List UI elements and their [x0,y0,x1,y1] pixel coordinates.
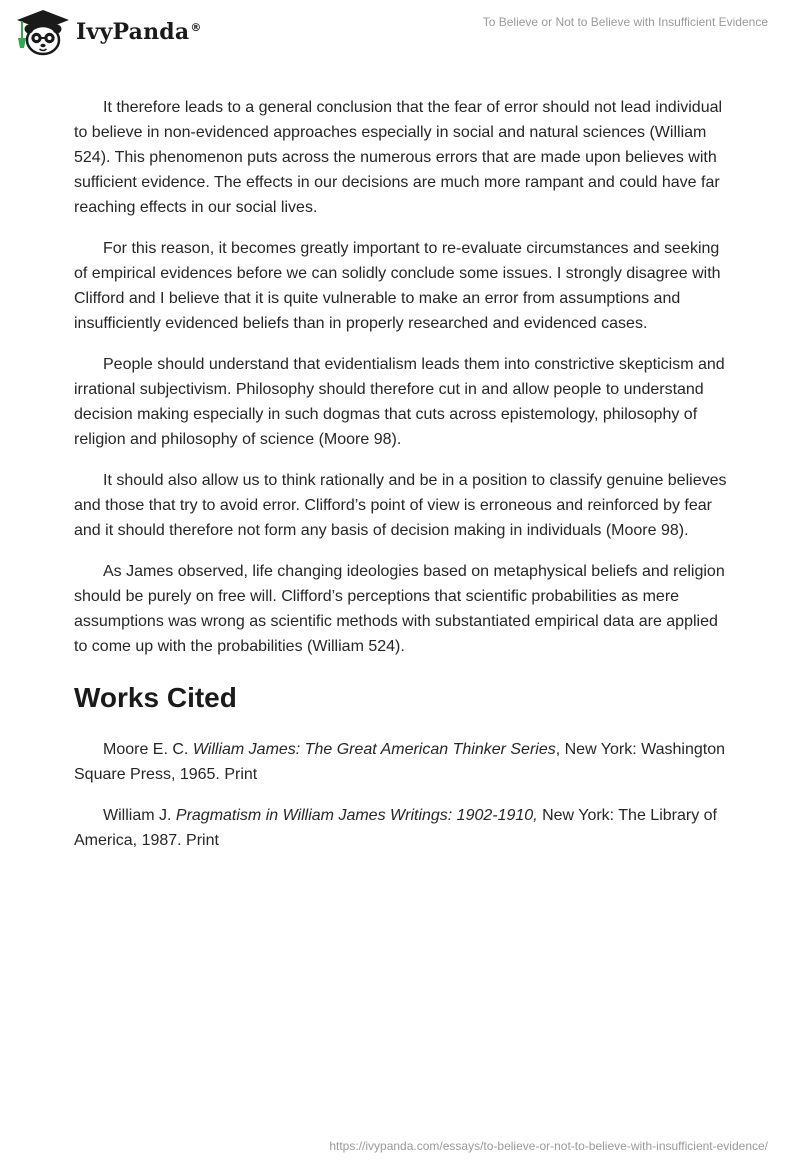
essay-content [74,95,734,869]
citation-entry [74,737,734,787]
citation-author: Moore E. C. [103,741,193,758]
source-url[interactable]: https://ivypanda.com/essays/to-believe-or-not-to-believe-with-insufficient-evidence/ [329,1139,768,1153]
document-title: To Believe or Not to Believe with Insufficient Evidence [482,15,768,29]
citation-title: Pragmatism in William James Writings: 1902-1910, [175,807,538,824]
citation-author: William J. [103,807,176,824]
works-cited-heading: Works Cited [74,682,237,713]
body-paragraph: It therefore leads to a general conclusion that the fear of error should not lead individual to believe in non-evidenced approaches especially in social and natural sciences (William 524). This phenomenon puts across the numerous errors that are made upon believes with sufficient evidence. The effects in our decisions are much more rampant and could have far reaching effects in our social lives. [74,99,723,216]
body-paragraph: As James observed, life changing ideologies based on metaphysical beliefs and religion should be purely on free will. Clifford’s perceptions that scientific probabilities as mere assumptions was wrong as scientific methods with substantiated empirical data are applied to come up with the probabilities (William 524). [74,563,725,655]
body-paragraph: People should understand that evidentialism leads them into constrictive skepticism and irrational subjectivism. Philosophy should therefore cut in and allow people to understand decision making especially in such dogmas that cuts across epistemology, philosophy of religion and philosophy of science (Moore 98). [74,356,725,448]
ivypanda-logo[interactable] [14,8,202,56]
brand-name: IvyPanda® [76,19,202,45]
citation-details: New York: The Library of America, 1987. Print [74,807,717,849]
registered-mark: ® [190,20,202,34]
panda-graduate-icon [14,8,72,56]
page-header [0,0,800,64]
citation-entry [74,803,734,853]
citation-details: , New York: Washington Square Press, 1965. Print [74,741,726,783]
body-paragraph: For this reason, it becomes greatly important to re-evaluate circumstances and seeking of empirical evidences before we can solidly conclude some issues. I strongly disagree with Clifford and I believe that it is quite vulnerable to make an error from assumptions and insufficiently evidenced beliefs than in properly researched and evidenced cases. [74,240,721,332]
citation-title: William James: The Great American Thinker Series [192,741,556,758]
body-paragraph: It should also allow us to think rationally and be in a position to classify genuine believes and those that try to avoid error. Clifford’s point of view is erroneous and reinforced by fear and it should therefore not form any basis of decision making in individuals (Moore 98). [74,472,727,539]
